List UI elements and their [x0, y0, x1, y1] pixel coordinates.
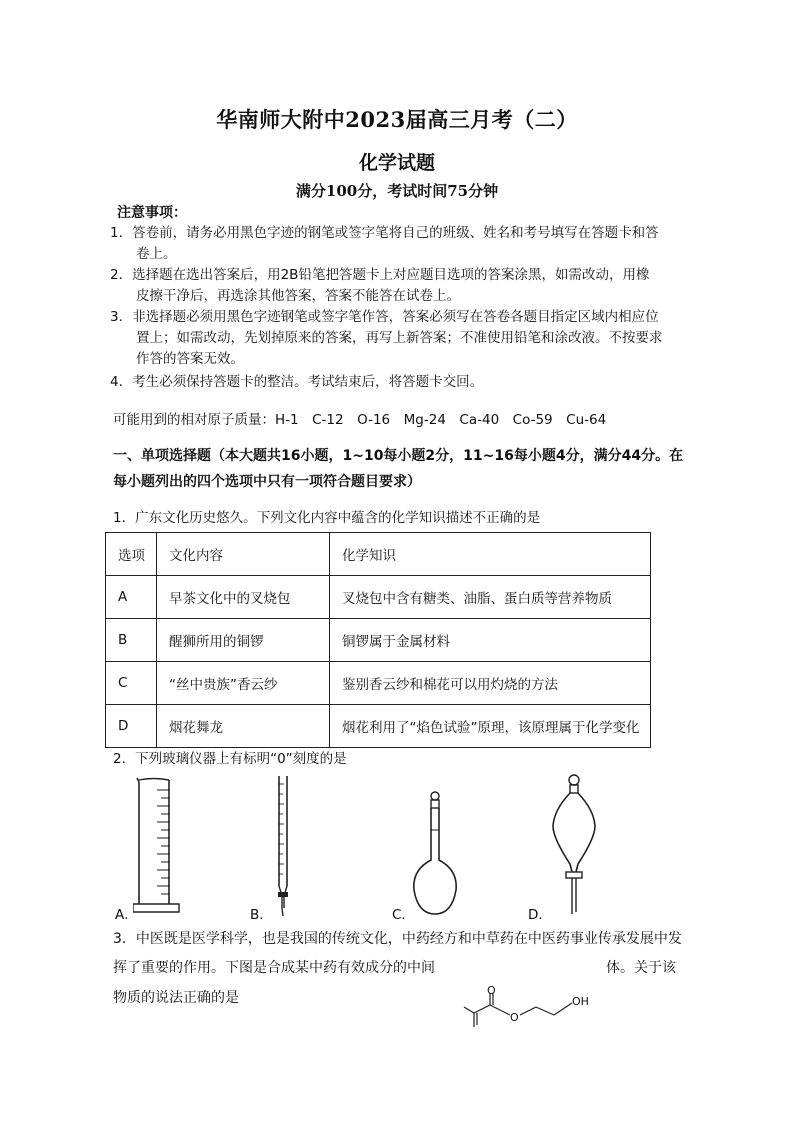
- volumetric-flask-icon: [410, 790, 460, 918]
- note-text: 选择题在选出答案后，用2B铅笔把答题卡上对应题目选项的答案涂黑，如需改动，用橡: [132, 267, 650, 283]
- option-c-label: C．: [392, 907, 415, 923]
- structure-label-oh: OH: [572, 995, 589, 1008]
- note-number: 3．: [110, 309, 133, 325]
- table-row: [106, 705, 651, 748]
- graduated-cylinder-icon: [133, 776, 183, 918]
- question-3-stem-cont: 物质的说法正确的是: [113, 990, 239, 1006]
- table-cell: A: [106, 576, 157, 619]
- table-header: 文化内容: [157, 533, 330, 576]
- exam-info: 满分100分，考试时间75分钟: [295, 182, 499, 200]
- question-1-table: [105, 532, 651, 748]
- notes-heading: 注意事项：: [117, 205, 187, 221]
- table-cell: 叉烧包中含有糖类、油脂、蛋白质等营养物质: [330, 576, 651, 619]
- table-cell: 烟花舞龙: [157, 705, 330, 748]
- note-item: [110, 223, 685, 265]
- table-row: [106, 619, 651, 662]
- separatory-funnel-icon: [550, 774, 600, 918]
- table-cell: 铜锣属于金属材料: [330, 619, 651, 662]
- table-cell: 鉴别香云纱和棉花可以用灼烧的方法: [330, 662, 651, 705]
- note-number: 4．: [110, 374, 133, 390]
- page-title: 华南师大附中2023届高三月考（二）: [216, 107, 578, 132]
- table-header: 化学知识: [330, 533, 651, 576]
- question-3-stem: 3．中医既是医学科学，也是我国的传统文化，中药经方和中草药在中医药事业传承发展中发: [113, 931, 682, 947]
- note-text-cont: 皮擦干净后，再选涂其他答案，答案不能答在试卷上。: [136, 288, 460, 304]
- question-3-stem-cont: 体。关于该: [606, 960, 676, 976]
- option-d-label: D．: [528, 907, 552, 923]
- table-cell: 醒狮所用的铜锣: [157, 619, 330, 662]
- structure-label-o: O: [510, 1011, 519, 1024]
- structure-label-o: O: [487, 985, 496, 997]
- note-number: 1．: [110, 225, 133, 241]
- table-cell: 早茶文化中的叉烧包: [157, 576, 330, 619]
- note-number: 2．: [110, 267, 133, 283]
- burette-icon: [273, 774, 295, 918]
- question-1-stem: 1．广东文化历史悠久。下列文化内容中蕴含的化学知识描述不正确的是: [113, 510, 541, 526]
- note-item: [110, 307, 685, 370]
- section-heading-cont: 每小题列出的四个选项中只有一项符合题目要求）: [113, 474, 421, 490]
- table-header: 选项: [106, 533, 157, 576]
- chemical-structure-icon: [460, 985, 610, 1035]
- table-cell: B: [106, 619, 157, 662]
- section-heading: 一、单项选择题（本大题共16小题，1~10每小题2分，11~16每小题4分，满分44分。在: [113, 448, 684, 464]
- option-b-label: B．: [250, 907, 273, 923]
- note-text-cont: 作答的答案无效。: [136, 351, 244, 367]
- note-text-cont: 卷上。: [136, 246, 177, 262]
- table-cell: 烟花利用了“焰色试验”原理，该原理属于化学变化: [330, 705, 651, 748]
- question-3-stem-cont: 挥了重要的作用。下图是合成某中药有效成分的中间: [113, 960, 435, 976]
- note-text: 考生必须保持答题卡的整洁。考试结束后，将答题卡交回。: [132, 374, 484, 390]
- option-a-label: A．: [115, 907, 138, 923]
- table-cell: “丝中贵族”香云纱: [157, 662, 330, 705]
- table-row: [106, 662, 651, 705]
- note-text: 答卷前，请务必用黑色字迹的钢笔或签字笔将自己的班级、姓名和考号填写在答题卡和答: [132, 225, 659, 241]
- note-item: [110, 265, 685, 307]
- table-header-row: [106, 533, 651, 576]
- table-cell: D: [106, 705, 157, 748]
- note-text-cont: 置上；如需改动，先划掉原来的答案，再写上新答案；不准使用铅笔和涂改液。不按要求: [136, 330, 663, 346]
- table-cell: C: [106, 662, 157, 705]
- question-2-stem: 2．下列玻璃仪器上有标明“0”刻度的是: [113, 751, 347, 767]
- table-row: [106, 576, 651, 619]
- note-item: [110, 372, 685, 393]
- note-text: 非选择题必须用黑色字迹钢笔或签字笔作答，答案必须写在答卷各题目指定区域内相应位: [132, 309, 659, 325]
- subject-title: 化学试题: [358, 152, 435, 174]
- atomic-masses: 可能用到的相对原子质量：H-1 C-12 O-16 Mg-24 Ca-40 Co-59 Cu-64: [113, 412, 607, 428]
